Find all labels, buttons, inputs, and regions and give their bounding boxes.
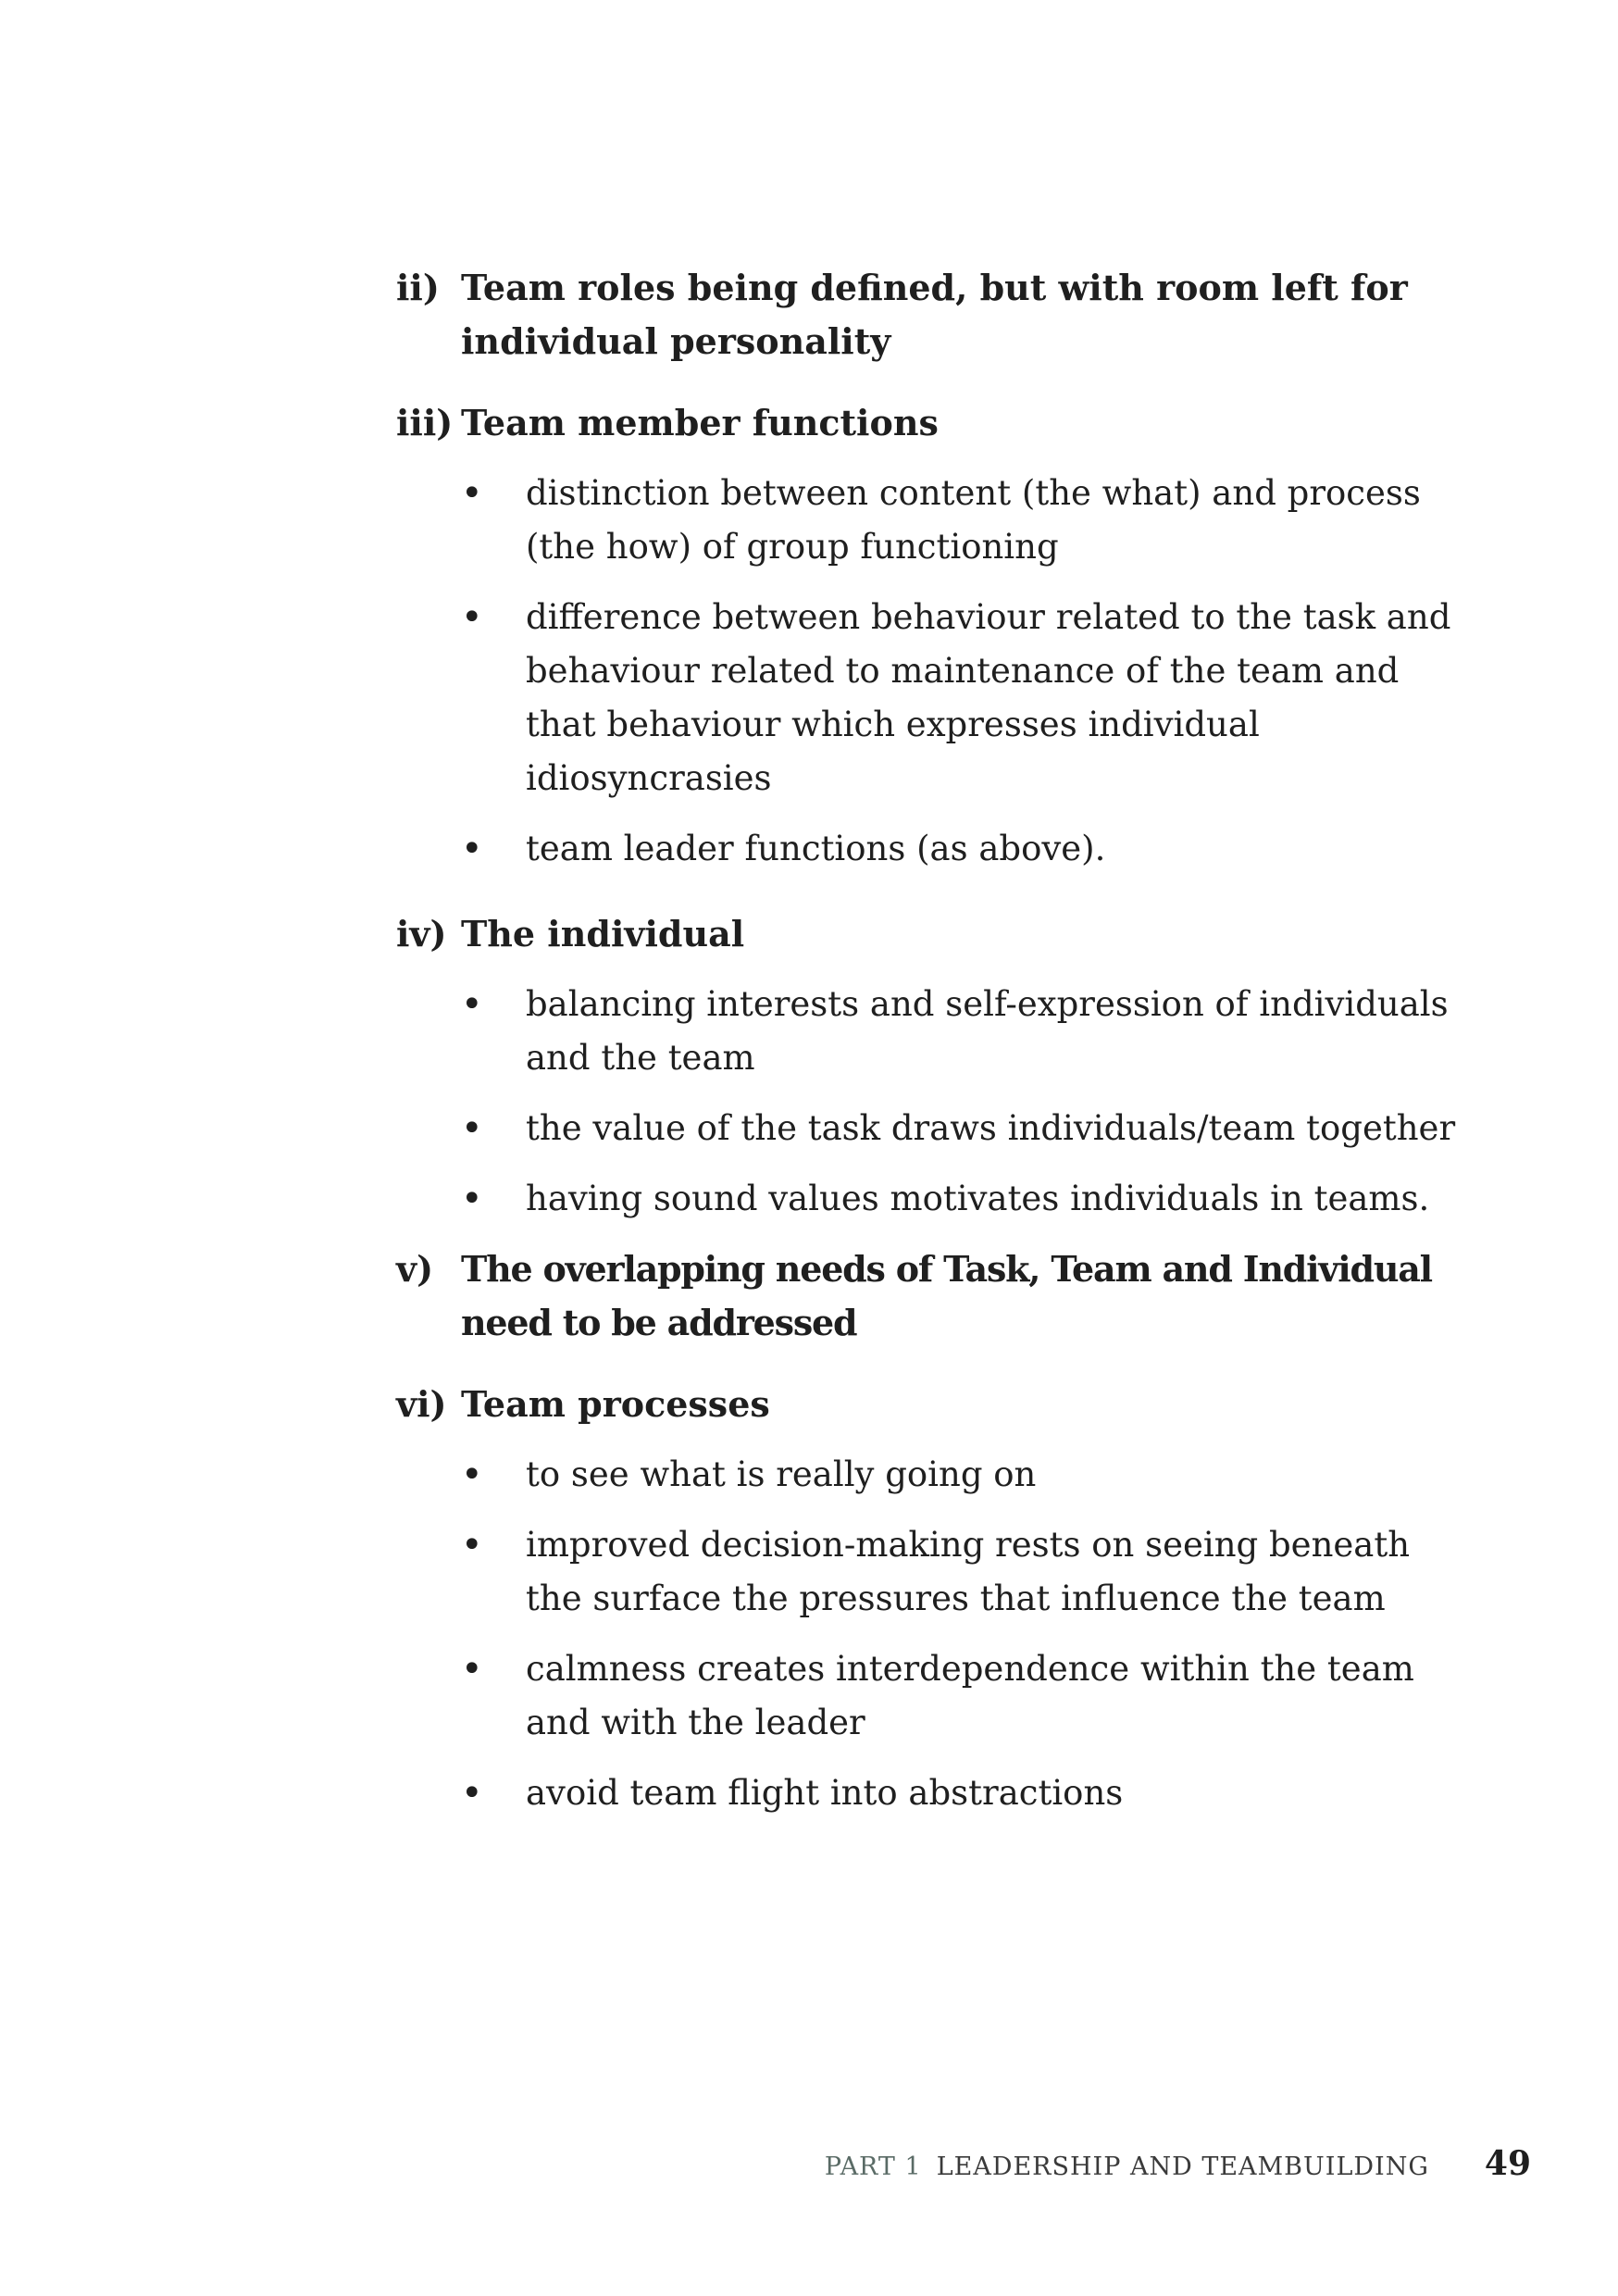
bullet-icon: • (461, 1648, 483, 1691)
section-v (396, 1242, 1462, 1350)
bullet-icon: • (461, 472, 483, 515)
bullet-icon: • (461, 1454, 483, 1496)
section-iii (396, 396, 1462, 450)
bullet-icon: • (461, 1772, 483, 1815)
list-item-text: distinction between content (the what) and process (the how) of group functioning (526, 473, 1421, 567)
section-iv (396, 907, 1462, 961)
list-item-text: having sound values motivates individuals in teams. (526, 1179, 1430, 1218)
bullet-icon: • (461, 1178, 483, 1220)
list-item (461, 1518, 1462, 1626)
bullet-icon: • (461, 1524, 483, 1566)
list-item (461, 978, 1462, 1085)
section-heading: The individual (461, 913, 745, 955)
section-heading: Team roles being defined, but with room left for individual personality (461, 267, 1408, 362)
bullet-list (396, 978, 1462, 1226)
bullet-icon: • (461, 1107, 483, 1150)
list-item (461, 467, 1462, 574)
page-footer (825, 2144, 1531, 2183)
footer-part-title: LEADERSHIP AND TEAMBUILDING (936, 2152, 1429, 2181)
list-item (461, 1766, 1462, 1820)
section-heading: Team member functions (461, 402, 939, 443)
list-item-text: to see what is really going on (526, 1454, 1037, 1494)
section-ii (396, 261, 1462, 368)
list-item-text: team leader functions (as above). (526, 829, 1106, 868)
section-heading: Team processes (461, 1383, 770, 1425)
section-numeral: v) (396, 1248, 434, 1290)
footer-part-label: PART 1 (824, 2152, 922, 2181)
section-numeral: iii) (396, 402, 454, 443)
page-number: 49 (1484, 2144, 1531, 2183)
bullet-list (396, 1448, 1462, 1820)
list-item-text: the value of the task draws individuals/team together (526, 1108, 1456, 1148)
list-item-text: difference between behaviour related to the task and behaviour related to maintenance of the team and that behaviour which expresses individual idiosyncrasies (526, 597, 1451, 798)
section-vi (396, 1378, 1462, 1431)
section-numeral: ii) (396, 267, 440, 308)
list-item-text: balancing interests and self-expression of individuals and the team (526, 984, 1449, 1078)
page-content (396, 261, 1462, 1820)
list-item (461, 822, 1462, 876)
section-numeral: iv) (396, 913, 447, 955)
list-item (461, 1448, 1462, 1502)
bullet-icon: • (461, 596, 483, 639)
list-item-text: improved decision-making rests on seeing beneath the surface the pressures that influence the team (526, 1525, 1411, 1618)
bullet-icon: • (461, 983, 483, 1026)
list-item (461, 1102, 1462, 1155)
bullet-icon: • (461, 828, 483, 870)
section-heading: The overlapping needs of Task, Team and Individual need to be addressed (461, 1248, 1432, 1343)
bullet-list (396, 467, 1462, 876)
list-item (461, 591, 1462, 805)
section-numeral: vi) (396, 1383, 447, 1425)
list-item-text: avoid team flight into abstractions (526, 1773, 1124, 1813)
list-item (461, 1642, 1462, 1750)
list-item (461, 1172, 1462, 1226)
list-item-text: calmness creates interdependence within the team and with the leader (526, 1649, 1414, 1742)
